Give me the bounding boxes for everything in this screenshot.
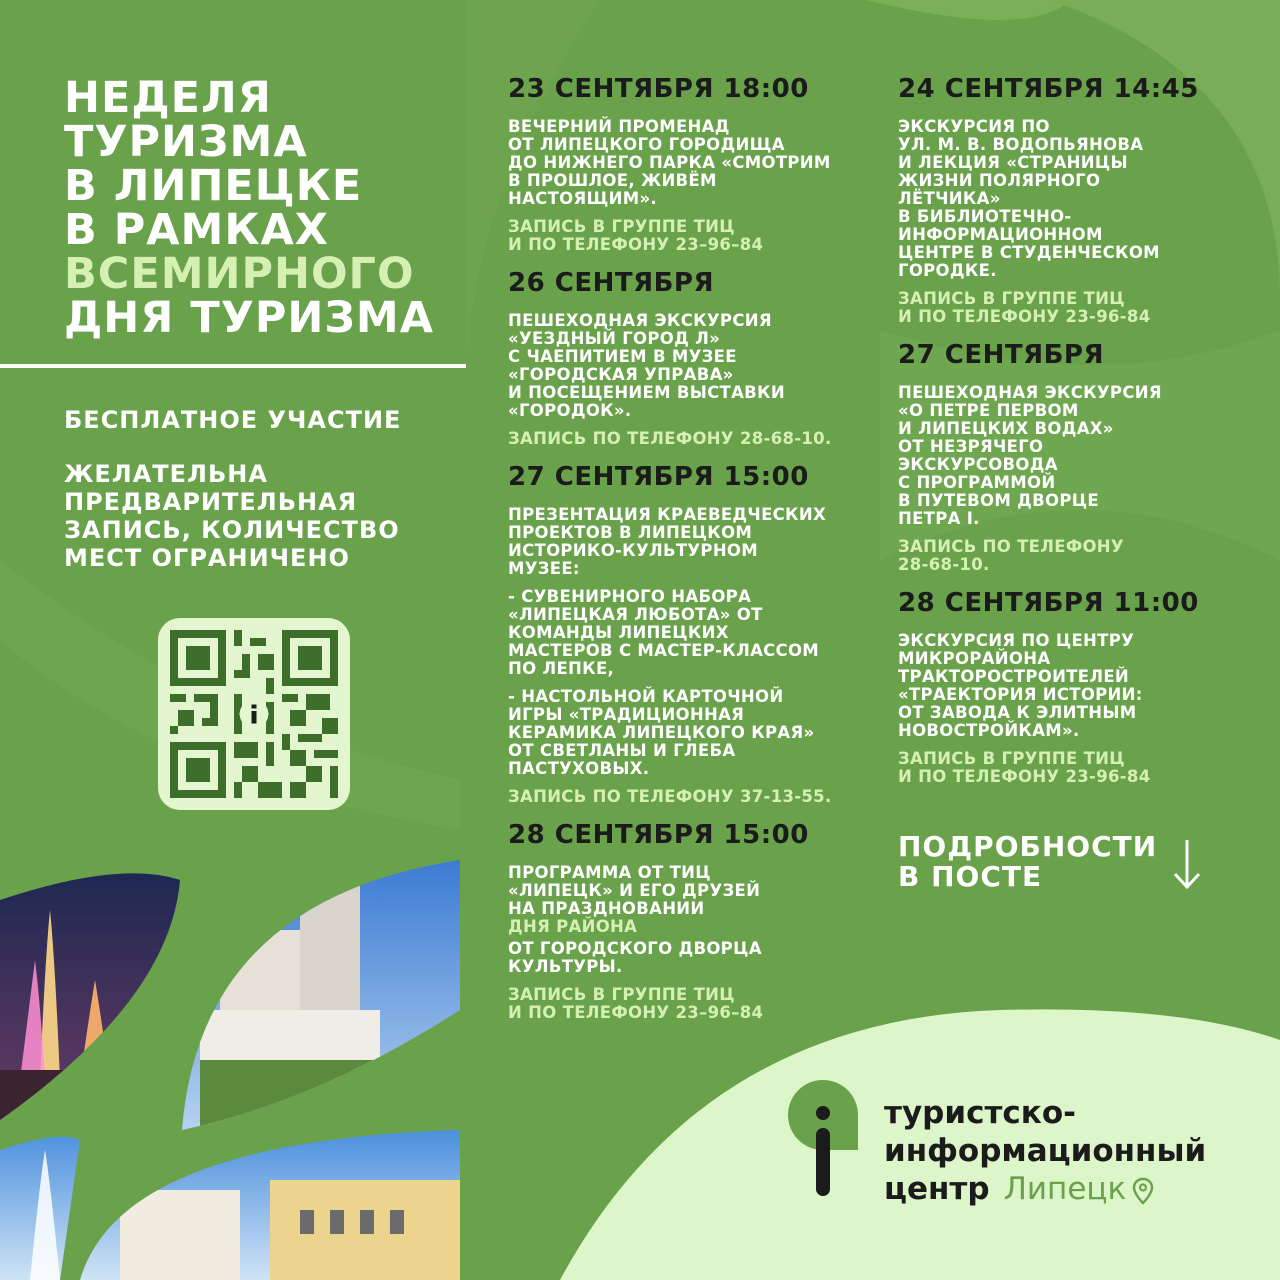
location-pin-icon — [1132, 1177, 1154, 1205]
event-description: - НАСТОЛЬНОЙ КАРТОЧНОЙ ИГРЫ «ТРАДИЦИОННАЯ КЕРАМИКА ЛИПЕЦКОГО КРАЯ» ОТ СВЕТЛАНЫ И ГЛЕБА ПАСТУХОВЫХ. — [508, 687, 815, 778]
details-line: ПОДРОБНОСТИ — [898, 830, 1158, 863]
event-description: ЭКСКУРСИЯ ПО УЛ. М. В. ВОДОПЬЯНОВА И ЛЕКЦИЯ «СТРАНИЦЫ ЖИЗНИ ПОЛЯРНОГО ЛЁТЧИКА» В БИБЛИОТЕЧНО- ИНФОРМАЦИОННОМ ЦЕНТРЕ В СТУДЕНЧЕСКОМ ГОРОДКЕ. — [898, 117, 1160, 280]
event-description: - СУВЕНИРНОГО НАБОРА «ЛИПЕЦКАЯ ЛЮБОТА» ОТ КОМАНДЫ ЛИПЕЦКИХ МАСТЕРОВ С МАСТЕР-КЛАССОМ ПО ЛЕПКЕ, — [508, 587, 820, 678]
event-date: 26 СЕНТЯБРЯ — [508, 268, 714, 298]
event-date: 28 СЕНТЯБРЯ 15:00 — [508, 820, 809, 850]
event-card — [508, 74, 868, 254]
event-card — [898, 74, 1218, 326]
event-date: 23 СЕНТЯБРЯ 18:00 — [508, 74, 809, 104]
event-description: ВЕЧЕРНИЙ ПРОМЕНАД ОТ ЛИПЕЦКОГО ГОРОДИЩА ДО НИЖНЕГО ПАРКА «СМОТРИМ В ПРОШЛОЕ, ЖИВЁМ НАСТОЯЩИМ». — [508, 117, 831, 208]
tic-logo-text — [884, 1094, 1224, 1208]
title-divider — [0, 364, 466, 368]
event-description: ПЕШЕХОДНАЯ ЭКСКУРСИЯ «О ПЕТРЕ ПЕРВОМ И ЛИПЕЦКИХ ВОДАХ» ОТ НЕЗРЯЧЕГО ЭКСКУРСОВОДА С ПРОГРАММОЙ В ПУТЕВОМ ДВОРЦЕ ПЕТРА I. — [898, 383, 1162, 528]
event-description: ПРЕЗЕНТАЦИЯ КРАЕВЕДЧЕСКИХ ПРОЕКТОВ В ЛИПЕЦКОМ ИСТОРИКО-КУЛЬТУРНОМ МУЗЕЕ: — [508, 505, 826, 578]
title-line: ТУРИЗМА — [64, 117, 308, 167]
arrow-down-icon — [1172, 838, 1202, 890]
event-description: ПРОГРАММА ОТ ТИЦ «ЛИПЕЦК» И ЕГО ДРУЗЕЙ НА ПРАЗДНОВАНИИ — [508, 863, 761, 918]
event-description: ОТ ГОРОДСКОГО ДВОРЦА КУЛЬТУРЫ. — [508, 939, 762, 976]
event-registration: ЗАПИСЬ В ГРУППЕ ТИЦ И ПО ТЕЛЕФОНУ 23–96–84 — [508, 217, 764, 254]
event-description: ПЕШЕХОДНАЯ ЭКСКУРСИЯ «УЕЗДНЫЙ ГОРОД Л» С ЧАЕПИТИЕМ В МУЗЕЕ «ГОРОДСКАЯ УПРАВА» И ПОСЕЩЕНИЕМ ВЫСТАВКИ «ГОРОДОК». — [508, 311, 785, 420]
event-card — [508, 820, 868, 1022]
event-registration: ЗАПИСЬ ПО ТЕЛЕФОНУ 28-68-10. — [508, 429, 832, 448]
details-link[interactable] — [898, 832, 1157, 892]
title-line: ДНЯ ТУРИЗМА — [64, 293, 434, 343]
event-date: 28 СЕНТЯБРЯ 11:00 — [898, 588, 1199, 618]
event-highlight: ДНЯ РАЙОНА — [508, 917, 638, 936]
preregistration-text: ЖЕЛАТЕЛЬНА ПРЕДВАРИТЕЛЬНАЯ ЗАПИСЬ, КОЛИЧЕСТВО МЕСТ ОГРАНИЧЕНО — [64, 460, 400, 572]
logo-line: туристско- — [884, 1095, 1077, 1131]
events-column-2 — [898, 74, 1218, 800]
event-date: 27 СЕНТЯБРЯ 15:00 — [508, 462, 809, 492]
event-description: ЭКСКУРСИЯ ПО ЦЕНТРУ МИКРОРАЙОНА ТРАКТОРОСТРОИТЕЛЕЙ «ТРАЕКТОРИЯ ИСТОРИИ: ОТ ЗАВОДА К ЭЛИТНЫМ НОВОСТРОЙКАМ». — [898, 631, 1143, 740]
event-card — [508, 462, 868, 806]
event-card — [508, 268, 868, 448]
event-card — [898, 588, 1218, 786]
events-column-1 — [508, 74, 868, 1036]
title-line: В ЛИПЕЦКЕ — [64, 161, 363, 211]
title-line: В РАМКАХ — [64, 205, 329, 255]
event-registration: ЗАПИСЬ В ГРУППЕ ТИЦ И ПО ТЕЛЕФОНУ 23–96–84 — [508, 985, 764, 1022]
title-line: НЕДЕЛЯ — [64, 73, 272, 123]
event-registration: ЗАПИСЬ ПО ТЕЛЕФОНУ 37-13-55. — [508, 787, 832, 806]
logo-line-last — [884, 1170, 1224, 1208]
event-date: 24 СЕНТЯБРЯ 14:45 — [898, 74, 1199, 104]
event-card — [898, 340, 1218, 574]
title-line-highlight: ВСЕМИРНОГО — [64, 249, 415, 299]
event-date: 27 СЕНТЯБРЯ — [898, 340, 1104, 370]
event-registration: ЗАПИСЬ В ГРУППЕ ТИЦ И ПО ТЕЛЕФОНУ 23-96-84 — [898, 749, 1151, 786]
free-participation-text: БЕСПЛАТНОЕ УЧАСТИЕ — [64, 406, 402, 434]
logo-line: центр — [884, 1171, 990, 1207]
details-line: В ПОСТЕ — [898, 860, 1043, 893]
event-registration: ЗАПИСЬ ПО ТЕЛЕФОНУ 28-68-10. — [898, 537, 1124, 574]
page-title — [64, 73, 484, 343]
event-registration: ЗАПИСЬ В ГРУППЕ ТИЦ И ПО ТЕЛЕФОНУ 23-96-84 — [898, 289, 1151, 326]
qr-code-icon[interactable] — [158, 618, 350, 810]
logo-line: информационный — [884, 1133, 1207, 1169]
logo-city: Липецк — [1003, 1171, 1127, 1207]
tic-logo-icon — [788, 1080, 858, 1198]
